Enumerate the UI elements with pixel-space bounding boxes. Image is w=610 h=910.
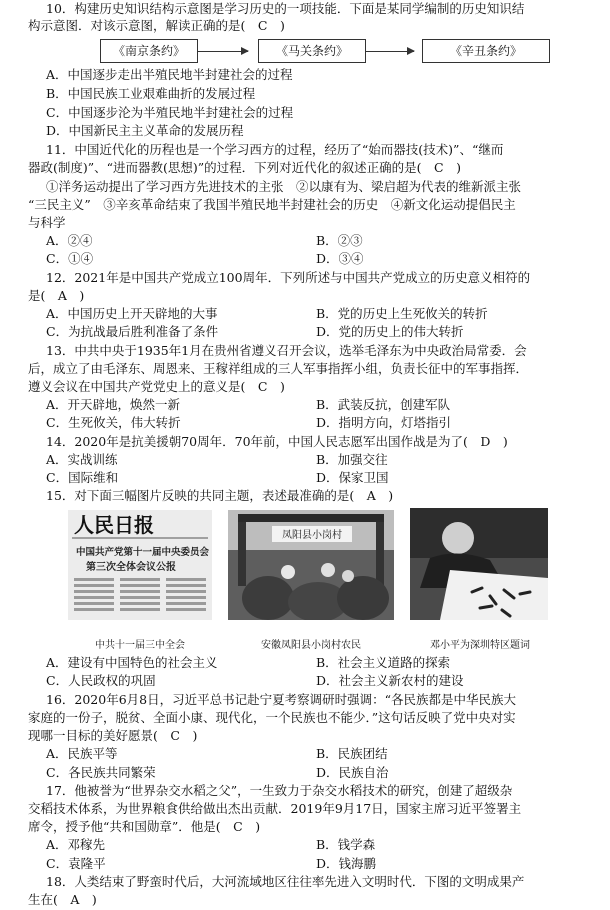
xiaogang-banner-text: 凤阳县小岗村 bbox=[282, 530, 342, 541]
q12-option-b: B．党的历史上生死攸关的转折 bbox=[316, 306, 488, 321]
q10-option-b: B．中国民族工业艰难曲折的发展过程 bbox=[46, 86, 256, 101]
q12-stem-line2: 是( A ) bbox=[28, 288, 85, 303]
q11-stem-line1: 11．中国近代化的历程也是一个学习西方的过程，经历了“始而器技(技术)”、“继而 bbox=[46, 142, 504, 157]
q17-stem-line1: 17．他被誉为“世界杂交水稻之父”，一生致力于杂交水稻技术的研究，创建了超级杂 bbox=[46, 783, 513, 798]
q10-arrow-1 bbox=[198, 51, 248, 52]
q13-stem-line2: 后，成立了由毛泽东、周恩来、王稼祥组成的三人军事指挥小组，负责长征中的军事指挥． bbox=[28, 361, 529, 376]
q12-option-c: C．为抗战最后胜利准备了条件 bbox=[46, 324, 219, 339]
q10-arrow-2 bbox=[366, 51, 414, 52]
photo-deng-calligraphy bbox=[410, 508, 548, 620]
q11-option-d: D．③④ bbox=[316, 251, 364, 266]
q11-option-a: A．②④ bbox=[46, 233, 93, 248]
newspaper-headline-1: 中国共产党第十一届中央委员会 bbox=[76, 547, 210, 558]
q16-stem-line1: 16．2020年6月8日，习近平总书记赴宁夏考察调研时强调：“各民族都是中华民族大 bbox=[46, 692, 517, 707]
q10-option-a: A．中国逐步走出半殖民地半封建社会的过程 bbox=[46, 67, 293, 82]
q10-option-c: C．中国逐步沦为半殖民地半封建社会的过程 bbox=[46, 105, 294, 120]
q10-stem-line1: 10．构建历史知识结构示意图是学习历史的一项技能．下面是某同学编制的历史知识结 bbox=[46, 1, 525, 16]
q17-option-d: D．钱海鹏 bbox=[316, 856, 377, 871]
q10-box-xinchou: 《辛丑条约》 bbox=[422, 39, 550, 63]
photo-newspaper bbox=[68, 510, 212, 620]
q12-option-d: D．党的历史上的伟大转折 bbox=[316, 324, 464, 339]
caption-plenum: 中共十一届三中全会 bbox=[95, 640, 185, 651]
q14-option-a: A．实战训练 bbox=[46, 452, 118, 467]
q16-option-c: C．各民族共同繁荣 bbox=[46, 765, 156, 780]
q16-stem-line3: 现哪一目标的美好愿景( C ) bbox=[28, 728, 198, 743]
q11-statement-line2: “三民主义” ③辛亥革命结束了我国半殖民地半封建社会的历史 ④新文化运动提倡民主 bbox=[28, 197, 516, 212]
caption-deng: 邓小平为深圳特区题词 bbox=[430, 640, 530, 651]
q12-stem-line1: 12．2021年是中国共产党成立100周年．下列所述与中国共产党成立的历史意义相符的 bbox=[46, 270, 531, 285]
q15-option-d: D．社会主义新农村的建设 bbox=[316, 673, 464, 688]
q15-option-c: C．人民政权的巩固 bbox=[46, 673, 156, 688]
q17-option-a: A．邓稼先 bbox=[46, 837, 106, 852]
photo-xiaogang-village bbox=[228, 510, 394, 620]
q11-statement-line1: ①洋务运动提出了学习西方先进技术的主张 ②以康有为、梁启超为代表的维新派主张 bbox=[46, 179, 522, 194]
q10-box-nanjing: 《南京条约》 bbox=[100, 39, 198, 63]
newspaper-headline-2: 第三次全体会议公报 bbox=[86, 562, 176, 573]
q17-stem-line3: 席令，授予他“共和国勋章”．他是( C ) bbox=[28, 819, 261, 834]
q13-option-b: B．武装反抗，创建军队 bbox=[316, 397, 451, 412]
q10-stem-line2: 构示意图．对该示意图，解读正确的是( C ) bbox=[28, 18, 285, 33]
q15-stem-line1: 15．对下面三幅图片反映的共同主题，表述最准确的是( A ) bbox=[46, 488, 394, 503]
q14-option-c: C．国际维和 bbox=[46, 470, 119, 485]
q13-option-d: D．指明方向，灯塔指引 bbox=[316, 415, 452, 430]
q13-stem-line3: 遵义会议在中国共产党党史上的意义是( C ) bbox=[28, 379, 285, 394]
q17-option-b: B．钱学森 bbox=[316, 837, 376, 852]
q13-option-c: C．生死攸关，伟大转折 bbox=[46, 415, 181, 430]
q14-stem-line1: 14．2020年是抗美援朝70周年．70年前，中国人民志愿军出国作战是为了( D ) bbox=[46, 434, 508, 449]
q12-option-a: A．中国历史上开天辟地的大事 bbox=[46, 306, 218, 321]
q11-stem-line2: 器政(制度)”、“进而器教(思想)”的过程．下列对近代化的叙述正确的是( C ) bbox=[28, 160, 461, 175]
q17-option-c: C．袁隆平 bbox=[46, 856, 106, 871]
q16-option-a: A．民族平等 bbox=[46, 746, 118, 761]
q17-stem-line2: 交稻技术体系，为世界粮食供给做出杰出贡献．2019年9月17日，国家主席习近平签署主 bbox=[28, 801, 522, 816]
q18-stem-line2: 生在( A ) bbox=[28, 892, 97, 907]
q14-option-b: B．加强交往 bbox=[316, 452, 388, 467]
q16-option-d: D．民族自治 bbox=[316, 765, 389, 780]
q16-stem-line2: 家庭的一份子，脱贫、全面小康、现代化，一个民族也不能少．”这句话反映了党中央对实 bbox=[28, 710, 516, 725]
q11-statement-line3: 与科学 bbox=[28, 215, 66, 230]
newspaper-masthead: 人民日报 bbox=[74, 513, 154, 537]
q11-option-b: B．②③ bbox=[316, 233, 363, 248]
q10-option-d: D．中国新民主主义革命的发展历程 bbox=[46, 123, 244, 138]
q15-option-a: A．建设有中国特色的社会主义 bbox=[46, 655, 218, 670]
q16-option-b: B．民族团结 bbox=[316, 746, 388, 761]
q13-option-a: A．开天辟地，焕然一新 bbox=[46, 397, 181, 412]
q11-option-c: C．①④ bbox=[46, 251, 94, 266]
caption-xiaogang: 安徽凤阳县小岗村农民 bbox=[261, 640, 361, 651]
q15-option-b: B．社会主义道路的探索 bbox=[316, 655, 451, 670]
q14-option-d: D．保家卫国 bbox=[316, 470, 389, 485]
q10-box-maguan: 《马关条约》 bbox=[258, 39, 366, 63]
q13-stem-line1: 13．中共中央于1935年1月在贵州省遵义召开会议，选举毛泽东为中央政治局常委．会 bbox=[46, 343, 527, 358]
q18-stem-line1: 18．人类结束了野蛮时代后，大河流域地区往往率先进入文明时代．下图的文明成果产 bbox=[46, 874, 525, 889]
